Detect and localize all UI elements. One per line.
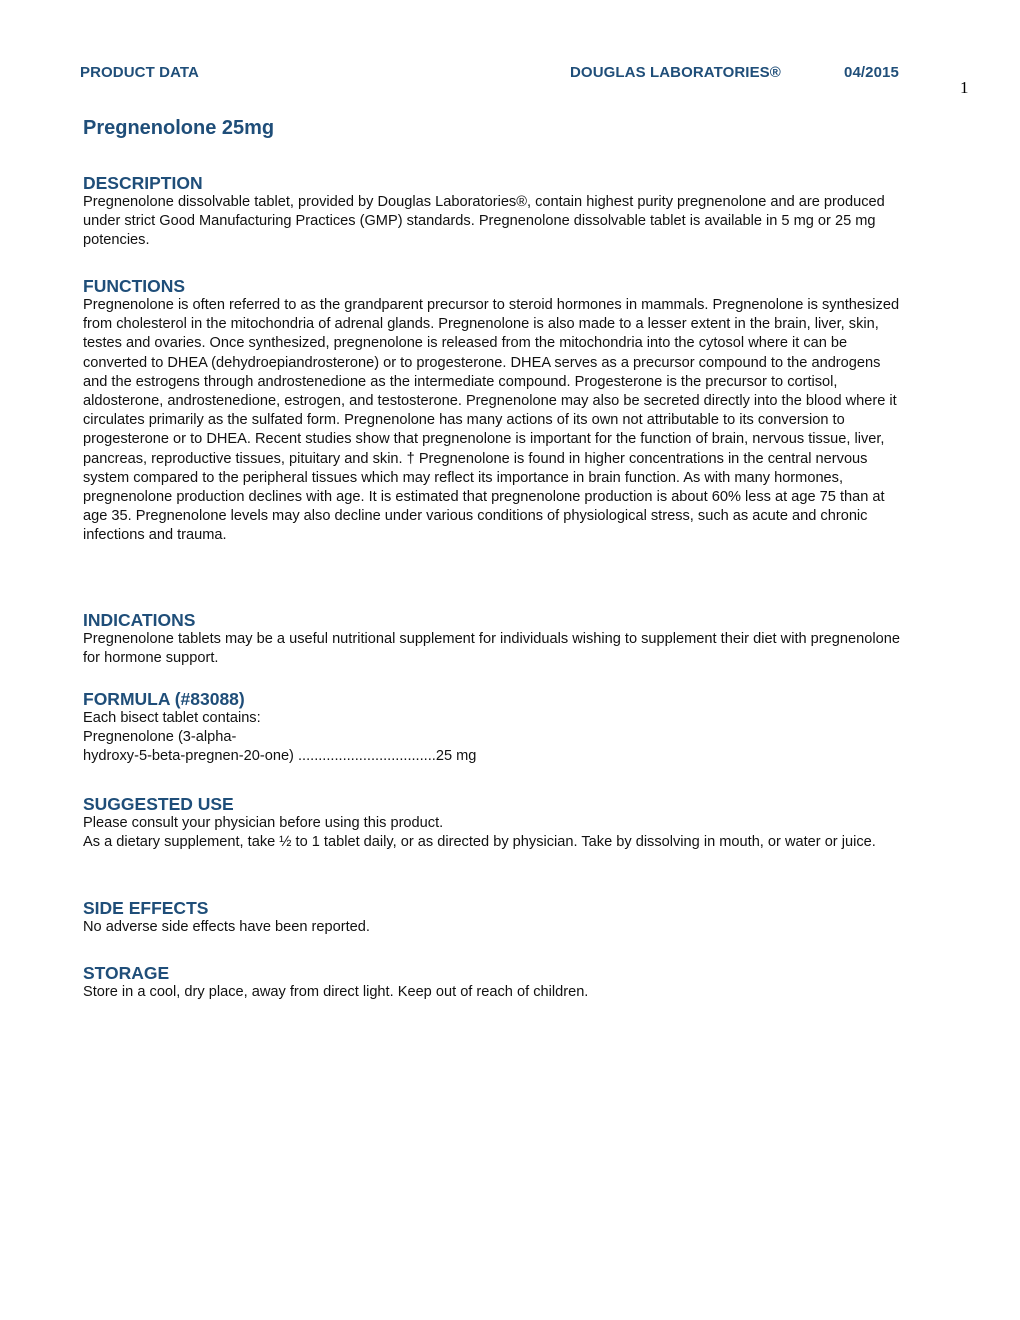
formula-line-1: Each bisect tablet contains:: [83, 710, 261, 726]
page-number: 1: [960, 78, 969, 97]
storage-heading: STORAGE: [83, 963, 170, 983]
formula-line-2: Pregnenolone (3-alpha-: [83, 729, 237, 746]
side-effects-heading: SIDE EFFECTS: [83, 898, 209, 918]
suggested-use-section: [83, 794, 903, 852]
storage-section: [83, 963, 903, 1002]
header-company: DOUGLAS LABORATORIES®: [570, 64, 781, 81]
formula-line-3: hydroxy-5-beta-pregnen-20-one) ..................................25 mg: [83, 748, 477, 765]
indications-section: [83, 610, 903, 668]
header-date: 04/2015: [844, 64, 899, 81]
description-body: Pregnenolone dissolvable tablet, provided by Douglas Laboratories®, contain highest purity pregnenolone and are produced under strict Good Manufacturing Practices (GMP) standards. Pregnenolone dissolvable tablet is available in 5 mg or 25 mg potencies.: [83, 194, 885, 249]
side-effects-body: No adverse side effects have been reported.: [83, 919, 370, 935]
storage-body: Store in a cool, dry place, away from direct light. Keep out of reach of children.: [83, 984, 589, 1000]
functions-section: [83, 276, 903, 546]
suggested-use-line-2: As a dietary supplement, take ½ to 1 tablet daily, or as directed by physician. Take by dissolving in mouth, or water or juice.: [83, 834, 876, 851]
suggested-use-line-1: Please consult your physician before using this product.: [83, 815, 444, 831]
functions-heading: FUNCTIONS: [83, 276, 186, 296]
formula-section: [83, 689, 903, 767]
header-product-data: PRODUCT DATA: [80, 64, 199, 81]
description-section: [83, 173, 903, 251]
functions-body: Pregnenolone is often referred to as the grandparent precursor to steroid hormones in mammals. Pregnenolone is synthesized from cholesterol in the mitochondria of adrenal glands. Pregnenolone is also made to a lesser extent in the brain, liver, skin, testes and ovaries. Once synthesized, pregnenolone is released from the mitochondria into the cytosol where it can be converted to DHEA (dehydroepiandrosterone) or to progesterone. DHEA serves as a precursor compound to the androgens and the estrogens through androstenedione as the intermediate compound. Progesterone is the precursor to cortisol, aldosterone, androstenedione, estrogen, and testosterone. Pregnenolone may also be secreted directly into the blood where it circulates primarily as the sulfated form. Pregnenolone has many actions of its own not attributable to its conversion to progesterone or to DHEA. Recent studies show that pregnenolone is important for the function of brain, nervous tissue, liver, pancreas, reproductive tissues, pituitary and skin. † Pregnenolone is found in higher concentrations in the central nervous system compared to the peripheral tissues which may reflect its importance in brain function. As with many hormones, pregnenolone production declines with age. It is estimated that pregnenolone production is about 60% less at age 75 than at age 35. Pregnenolone levels may also decline under various conditions of physiological stress, such as acute and chronic infections and trauma.: [83, 297, 900, 544]
suggested-use-heading: SUGGESTED USE: [83, 794, 234, 814]
indications-body: Pregnenolone tablets may be a useful nutritional supplement for individuals wishing to supplement their diet with pregnenolone for hormone support.: [83, 631, 900, 667]
indications-heading: INDICATIONS: [83, 610, 196, 630]
page-title: Pregnenolone 25mg: [83, 117, 275, 139]
side-effects-section: [83, 898, 903, 937]
formula-heading: FORMULA (#83088): [83, 689, 245, 709]
description-heading: DESCRIPTION: [83, 173, 203, 193]
